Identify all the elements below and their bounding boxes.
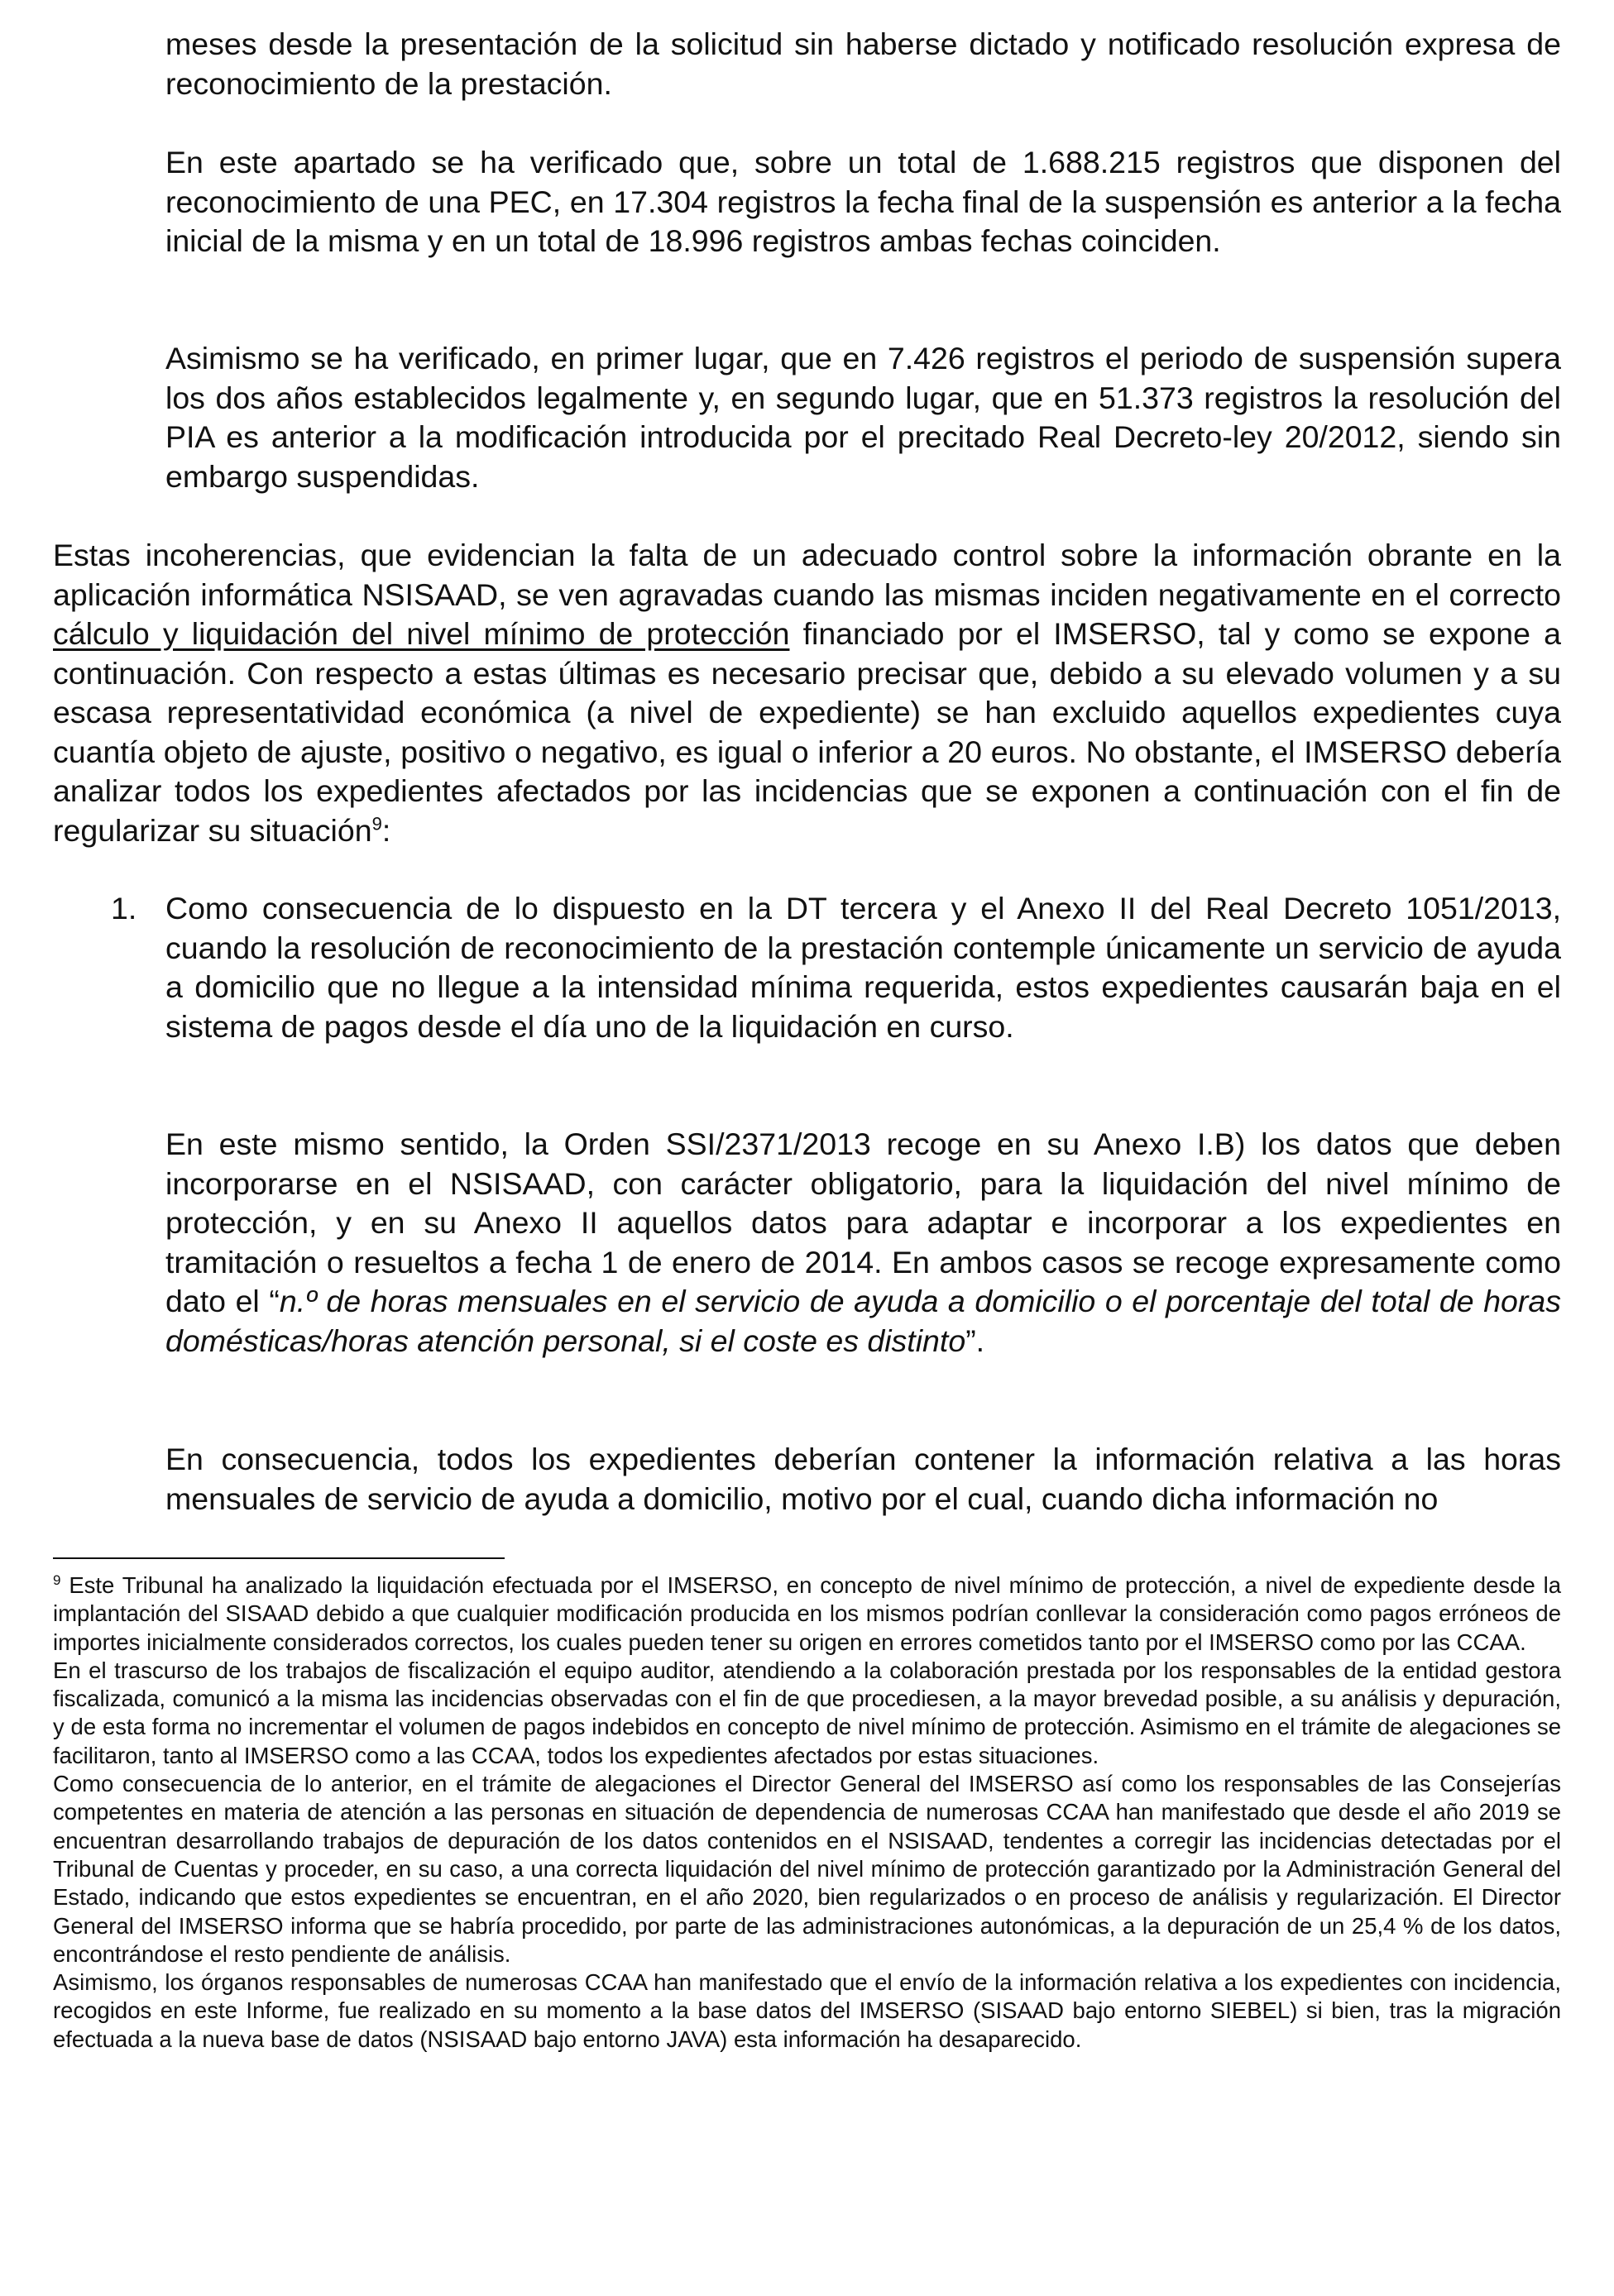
- underlined-phrase: cálculo y liquidación del nivel mínimo de protección: [53, 616, 790, 651]
- footnote-paragraph: Asimismo, los órganos responsables de numerosas CCAA han manifestado que el envío de la información relativa a los expedientes con incidencia, recogidos en este Informe, fue realizado en su momento a la base datos del IMSERSO (SISAAD bajo entorno SIEBEL) si bien, tras la migración efectuada a la nueva base de datos (NSISAAD bajo entorno JAVA) esta información ha desaparecido.: [53, 1969, 1561, 2052]
- footnote-9: [53, 1571, 1561, 1657]
- footnote-paragraph: Como consecuencia de lo anterior, en el trámite de alegaciones el Director General del IMSERSO así como los responsables de las Consejerías competentes en materia de atención a las personas en situación de dependencia de numerosas CCAA han manifestado que desde el año 2019 se encuentran desarrollando trabajos de depuración de los datos contenidos en el NSISAAD, tendentes a corregir las incidencias detectadas por el Tribunal de Cuentas y proceder, en su caso, a una correcta liquidación del nivel mínimo de protección garantizado por la Administración General del Estado, indicando que estos expedientes se encuentran, en el año 2020, bien regularizados o en proceso de análisis y regularización. El Director General del IMSERSO informa que se habría procedido, por parte de las administraciones autonómicas, a la depuración de un 25,4 % de los datos, encontrándose el resto pendiente de análisis.: [53, 1771, 1561, 1967]
- list-item-number: 1.: [111, 891, 137, 926]
- paragraph-consecuencia: En consecuencia, todos los expedientes deberían contener la información relativa a las horas mensuales de servicio de ayuda a domicilio, motivo por el cual, cuando dicha información no: [165, 1442, 1561, 1516]
- footnote-block: [53, 1571, 1561, 2054]
- paragraph-orden-ssi: [165, 1125, 1561, 1361]
- paragraph-incoherencias: [53, 536, 1561, 850]
- paragraph-text-part: Estas incoherencias, que evidencian la falta de un adecuado control sobre la información obrante en la aplicación informática NSISAAD, se ven agravadas cuando las mismas inciden negativamente en el correcto: [53, 538, 1561, 612]
- paragraph-text-part: :: [381, 812, 391, 848]
- paragraph-pec-records: En este apartado se ha verificado que, sobre un total de 1.688.215 registros que disponen del reconocimiento de una PEC, en 17.304 registros la fecha final de la suspensión es anterior a la fecha inicial de la misma y en un total de 18.996 registros ambas fechas coinciden.: [165, 145, 1561, 258]
- footnote-reference[interactable]: 9: [371, 813, 382, 834]
- quoted-italic-text: n.º de horas mensuales en el servicio de ayuda a domicilio o el porcentaje del total de horas domésticas/horas atención personal, si el coste es distinto: [165, 1284, 1562, 1358]
- footnote-text: Este Tribunal ha analizado la liquidación efectuada por el IMSERSO, en concepto de nivel mínimo de protección, a nivel de expediente desde la implantación del SISAAD debido a que cualquier modificación producida en los mismos podrían conllevar la consideración como pagos erróneos de importes inicialmente considerados correctos, los cuales pueden tener su origen en errores cometidos tanto por el IMSERSO como por las CCAA.: [53, 1572, 1561, 1655]
- paragraph-suspension-term: meses desde la presentación de la solicitud sin haberse dictado y notificado resolución expresa de reconocimiento de la prestación.: [165, 26, 1561, 101]
- footnote-number: 9: [53, 1571, 61, 1588]
- footnote-divider: [53, 1557, 505, 1559]
- paragraph-text-part: En este mismo sentido, la Orden SSI/2371/2013 recoge en su Anexo I.B) los datos que deben incorporarse en el NSISAAD, con carácter obligatorio, para la liquidación del nivel mínimo de protección, y en su Anexo II aquellos datos para adaptar e incorporar a los expedientes en tramitación o resueltos a fecha 1 de enero de 2014. En ambos casos se recoge expresamente como dato el “: [165, 1126, 1561, 1318]
- paragraph-text-part: financiado por el IMSERSO, tal y como se expone a continuación. Con respecto a estas últimas es necesario precisar que, debido a su elevado volumen y a su escasa representatividad económica (a nivel de expediente) se han excluido aquellos expedientes cuya cuantía objeto de ajuste, positivo o negativo, es igual o inferior a 20 euros. No obstante, el IMSERSO debería analizar todos los expedientes afectados por las incidencias que se exponen a continuación con el fin de regularizar su situación: [53, 616, 1561, 848]
- list-item-1: Como consecuencia de lo dispuesto en la DT tercera y el Anexo II del Real Decreto 1051/2013, cuando la resolución de reconocimiento de la prestación contemple únicamente un servicio de ayuda a domicilio que no llegue a la intensidad mínima requerida, estos expedientes causarán baja en el sistema de pagos desde el día uno de la liquidación en curso.: [165, 891, 1561, 1044]
- paragraph-suspension-period: Asimismo se ha verificado, en primer lugar, que en 7.426 registros el periodo de suspensión supera los dos años establecidos legalmente y, en segundo lugar, que en 51.373 registros la resolución del PIA es anterior a la modificación introducida por el precitado Real Decreto-ley 20/2012, siendo sin embargo suspendidas.: [165, 341, 1561, 494]
- paragraph-text-part: ”.: [965, 1323, 985, 1358]
- footnote-paragraph: En el trascurso de los trabajos de fiscalización el equipo auditor, atendiendo a la colaboración prestada por los responsables de la entidad gestora fiscalizada, comunicó a la misma las incidencias observadas con el fin de que procediesen, a la mayor brevedad posible, a su análisis y depuración, y de esta forma no incrementar el volumen de pagos indebidos en concepto de nivel mínimo de protección. Asimismo en el trámite de alegaciones se facilitaron, tanto al IMSERSO como a las CCAA, todos los expedientes afectados por estas situaciones.: [53, 1657, 1561, 1768]
